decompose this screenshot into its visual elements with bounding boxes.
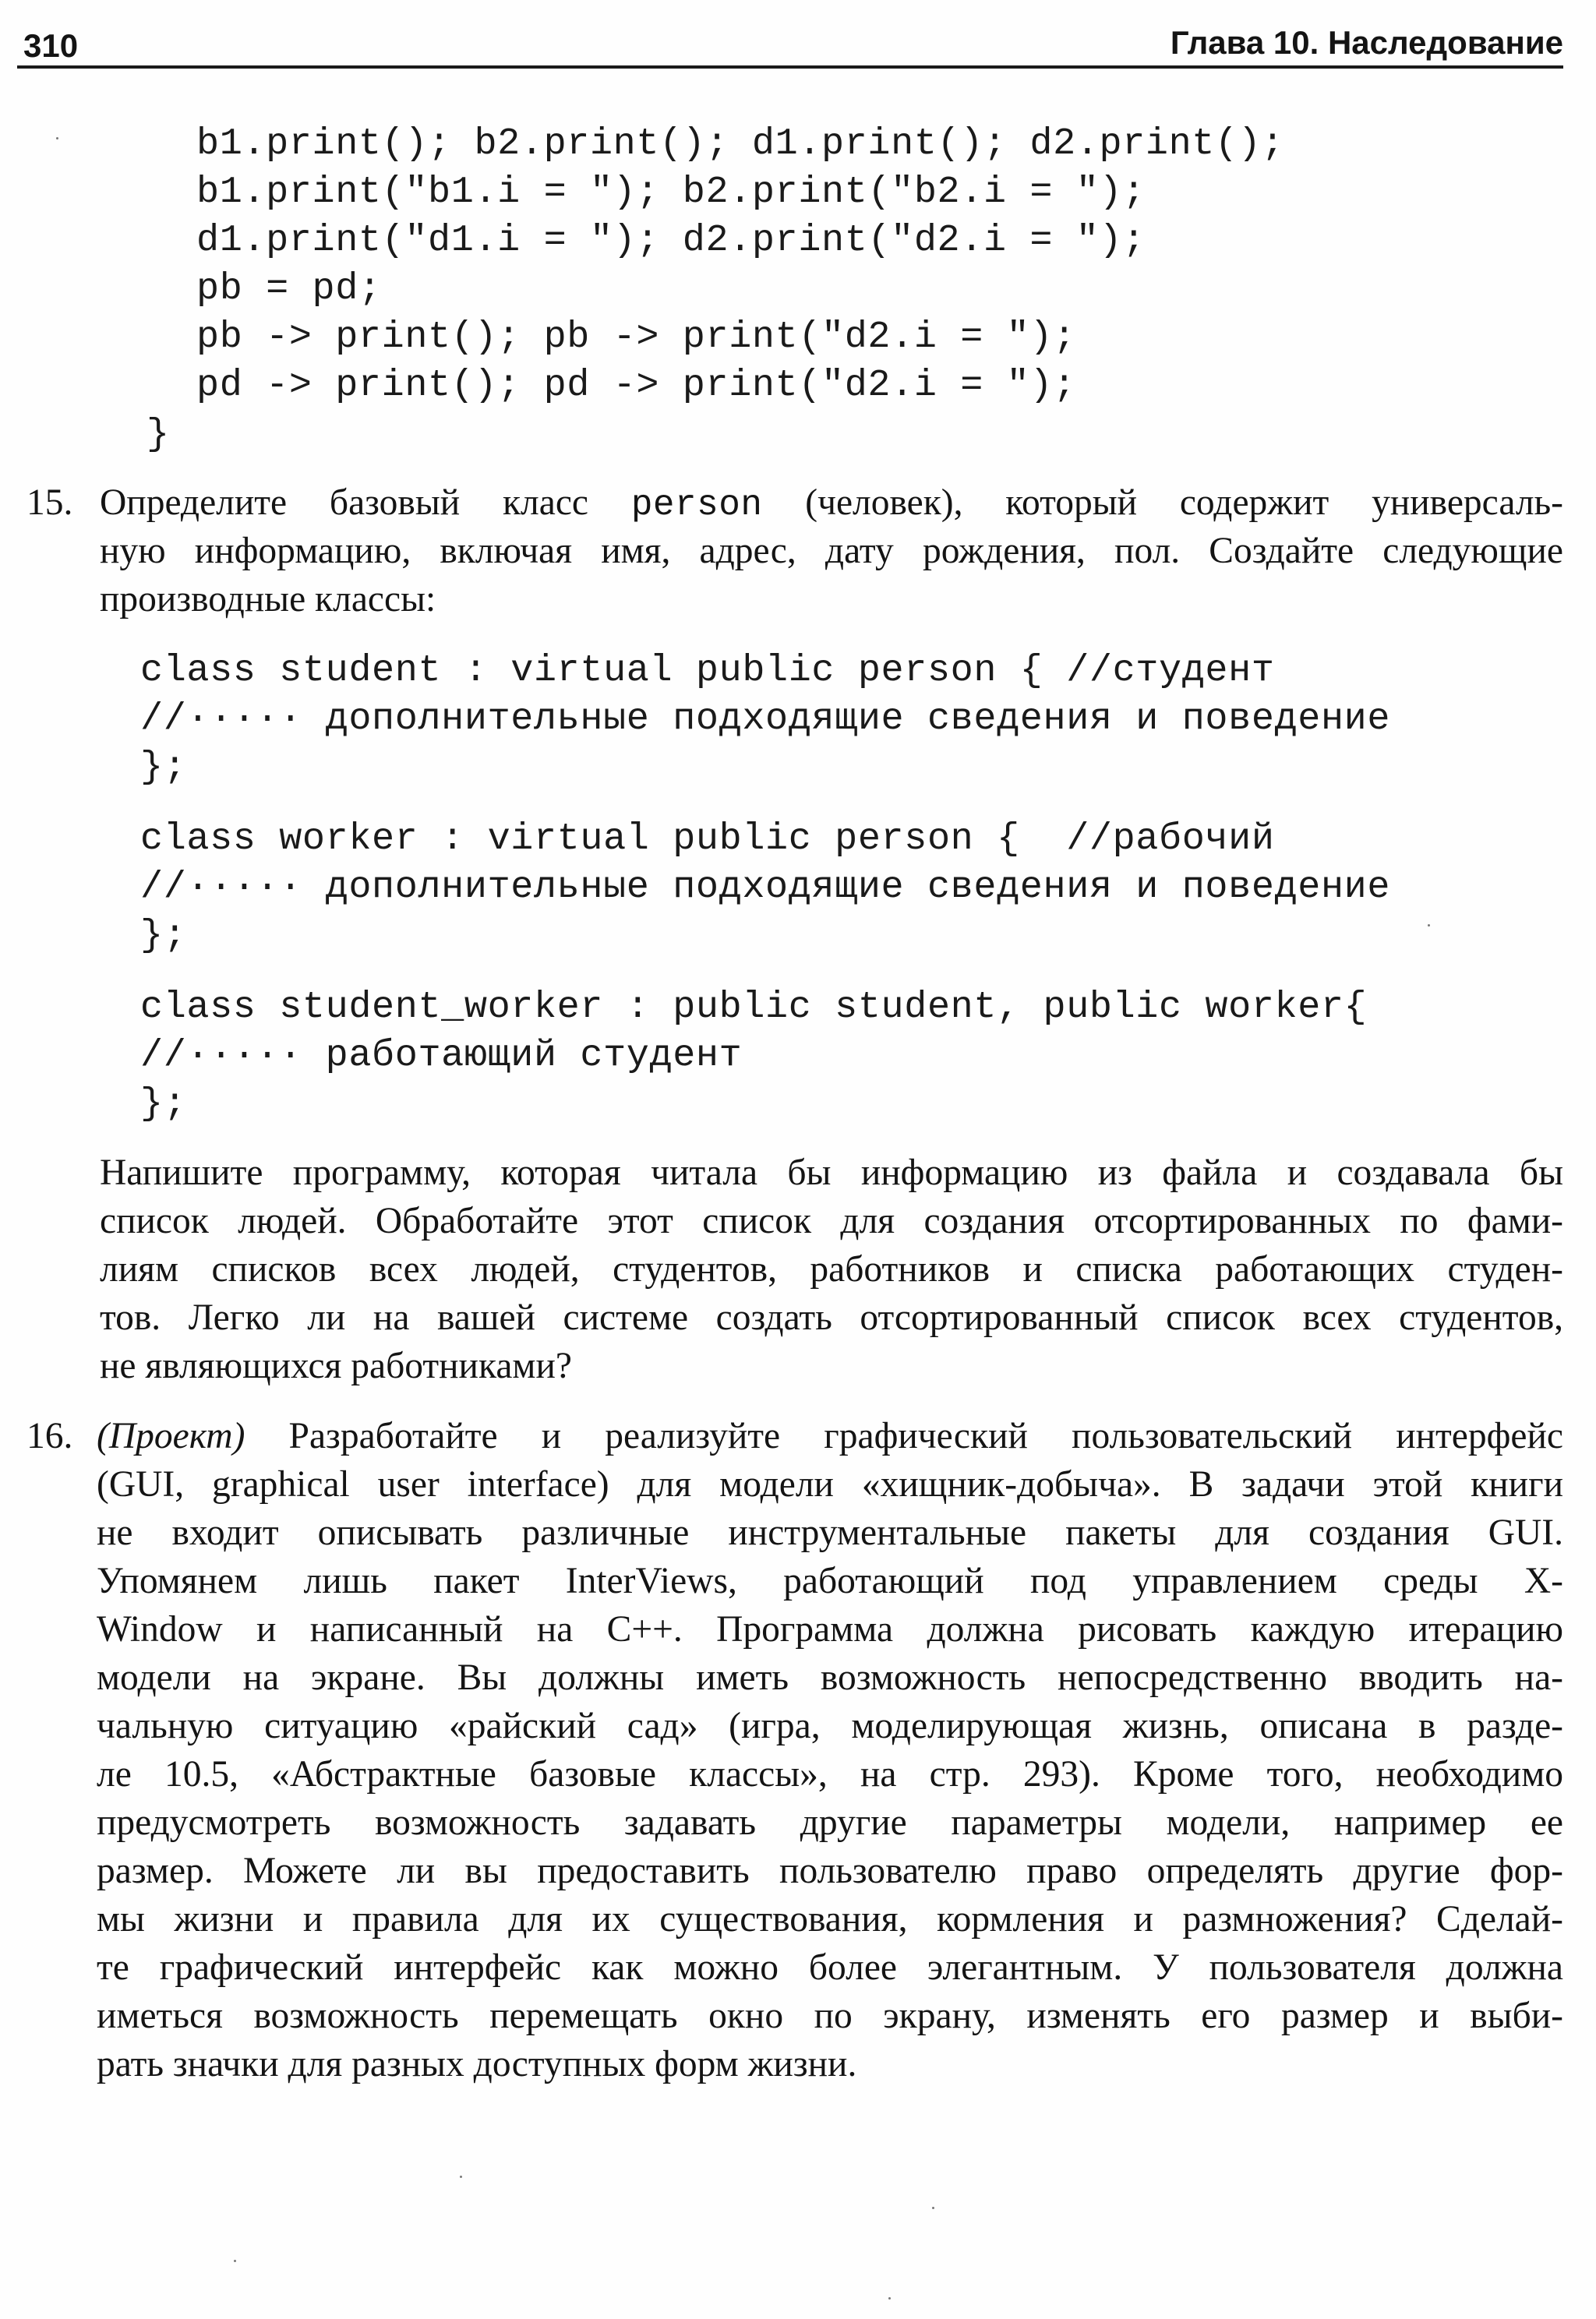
page-header (17, 17, 1563, 69)
scan-speck (932, 2207, 934, 2209)
code-line: //····· дополнительные подходящие сведения и поведение (140, 697, 1391, 740)
paragraph-line: Напишите программу, которая читала бы информацию из файла и создавала бы (100, 1152, 1563, 1193)
code-line: b1.print(); b2.print(); d1.print(); d2.print(); (196, 122, 1285, 165)
task-number: 16. (26, 1416, 73, 1456)
paragraph-line: список людей. Обработайте этот список для создания отсортированных по фами- (100, 1201, 1563, 1241)
paragraph-line: производные классы: (100, 579, 436, 619)
page-number: 310 (23, 27, 79, 64)
code-line: }; (140, 1082, 187, 1125)
text-fragment: Разработайте и реализуйте графический пользовательский интерфейс (245, 1416, 1563, 1456)
paragraph-line: не входит описывать различные инструментальные пакеты для создания GUI. (97, 1512, 1563, 1553)
paragraph-line: лиям списков всех людей, студентов, работников и списка работающих студен- (100, 1249, 1563, 1290)
paragraph-line: иметься возможность перемещать окно по экрану, изменять его размер и выби- (97, 1996, 1563, 2036)
paragraph-line: мы жизни и правила для их существования, кормления и размножения? Сделай- (97, 1899, 1563, 1940)
paragraph-line: рать значки для разных доступных форм жизни. (97, 2044, 857, 2084)
code-line: //····· работающий студент (140, 1034, 743, 1077)
paragraph-line: (GUI, graphical user interface) для модели «хищник-добыча». В задачи этой книги (97, 1464, 1563, 1505)
paragraph-line: предусмотреть возможность задавать другие параметры модели, например ее (97, 1802, 1563, 1843)
scan-speck (1428, 924, 1430, 927)
scan-speck (234, 2260, 236, 2262)
code-line: class worker : virtual public person { //рабочий (140, 817, 1275, 860)
scan-speck (460, 2176, 462, 2178)
code-line: pb -> print(); pb -> print("d2.i = "); (196, 316, 1076, 358)
paragraph-line: те графический интерфейс как можно более элегантным. У пользователя должна (97, 1947, 1563, 1988)
paragraph-line: чальную ситуацию «райский сад» (игра, моделирующая жизнь, описана в разде- (97, 1706, 1563, 1746)
paragraph-line: размер. Можете ли вы предоставить пользователю право определять другие фор- (97, 1851, 1563, 1891)
scan-speck (56, 137, 58, 139)
code-line: d1.print("d1.i = "); d2.print("d2.i = "); (196, 219, 1146, 262)
paragraph-line (100, 478, 1563, 527)
paragraph-line: не являющихся работниками? (100, 1346, 572, 1386)
text-fragment: (человек), который содержит универсаль- (762, 482, 1564, 523)
paragraph-line (97, 1412, 1563, 1460)
code-line: pd -> print(); pd -> print("d2.i = "); (196, 364, 1076, 407)
paragraph-line: ную информацию, включая имя, адрес, дату рождения, пол. Создайте следующие (100, 531, 1563, 571)
task-number: 15. (26, 482, 73, 523)
code-line: class student : virtual public person { //студент (140, 649, 1275, 692)
code-closing-brace: } (147, 413, 170, 456)
code-line: class student_worker : public student, public worker{ (140, 986, 1368, 1029)
paragraph-line: Упомянем лишь пакет InterViews, работающий под управлением среды X- (97, 1561, 1563, 1601)
scan-speck (888, 2297, 891, 2300)
chapter-title: Глава 10. Наследование (1170, 24, 1563, 61)
paragraph-line: модели на экране. Вы должны иметь возможность непосредственно вводить на- (97, 1657, 1563, 1698)
paragraph-line: ле 10.5, «Абстрактные базовые классы», на стр. 293). Кроме того, необходимо (97, 1754, 1563, 1795)
code-line: }; (140, 914, 187, 957)
project-label: (Проект) (97, 1416, 245, 1456)
paragraph-line: Window и написанный на C++. Программа должна рисовать каждую итерацию (97, 1609, 1563, 1650)
code-line: pb = pd; (196, 267, 382, 310)
inline-code-person: person (630, 485, 763, 525)
code-line: }; (140, 746, 187, 789)
code-line: b1.print("b1.i = "); b2.print("b2.i = "); (196, 171, 1146, 214)
code-line: //····· дополнительные подходящие сведения и поведение (140, 866, 1391, 909)
paragraph-line: тов. Легко ли на вашей системе создать отсортированный список всех студентов, (100, 1297, 1563, 1338)
text-fragment: Определите базовый класс (100, 482, 631, 523)
